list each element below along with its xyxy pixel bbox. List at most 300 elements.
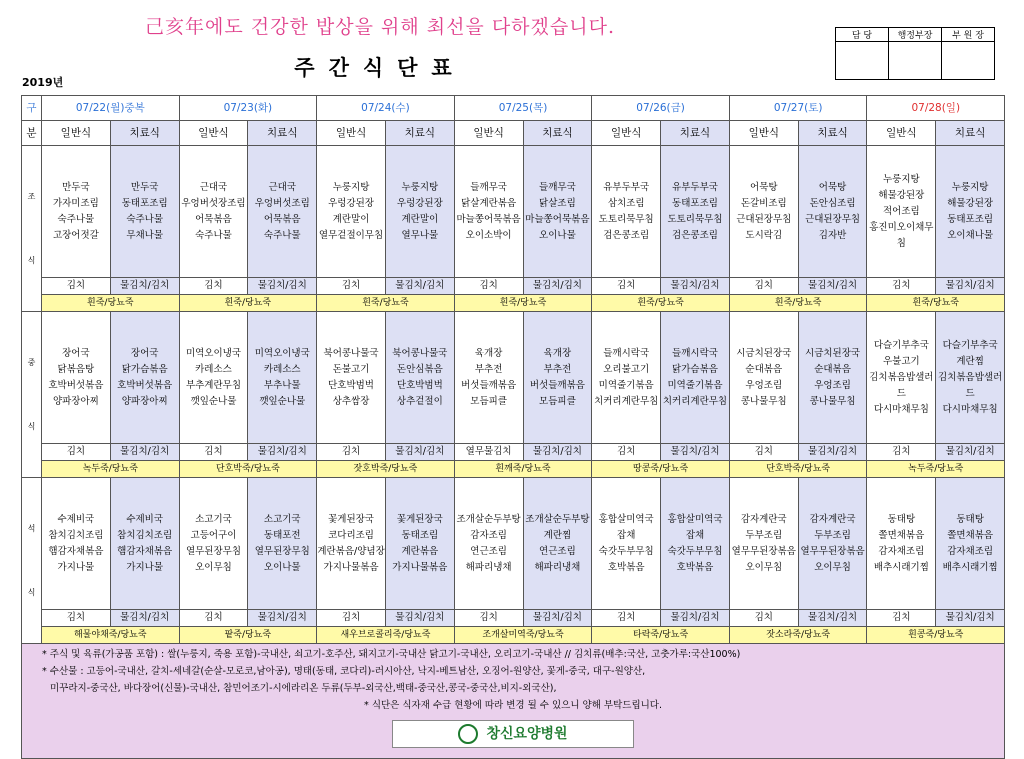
menu-item: 콩나물무침 <box>809 395 856 407</box>
hospital-emblem-icon <box>458 724 478 744</box>
menu-item: 무채나물 <box>126 229 164 241</box>
breakfast-label-bottom: 식 <box>27 255 36 265</box>
kimchi-therapy: 물김치/김치 <box>248 610 317 627</box>
general-menu-cell <box>42 478 111 610</box>
kimchi-therapy: 물김치/김치 <box>936 444 1005 461</box>
therapy-menu-cell <box>110 146 179 278</box>
dinner-label <box>22 478 42 644</box>
therapy-menu-cell <box>798 478 867 610</box>
porridge-cell: 잣소라죽/당뇨죽 <box>729 627 867 644</box>
kimchi-general: 김치 <box>867 610 936 627</box>
menu-item: 부추나물 <box>263 379 301 391</box>
menu-item: 어묵탕 <box>750 181 778 193</box>
approval-header: 부 원 장 <box>942 28 995 42</box>
kimchi-general: 김치 <box>179 444 248 461</box>
row-label: 구 <box>22 96 42 121</box>
menu-item: 오이소박이 <box>465 229 512 241</box>
menu-item: 연근조림 <box>470 545 507 557</box>
menu-item: 미역줄기볶음 <box>598 379 654 391</box>
page-title: 주간식단표 <box>294 56 466 80</box>
menu-item: 순대볶음 <box>814 363 851 375</box>
menu-item: 유부두부국 <box>603 181 650 193</box>
menu-item: 오리불고기 <box>603 363 650 375</box>
menu-item: 치커리계란무침 <box>662 395 728 407</box>
menu-item: 다슬기부추국 <box>942 339 998 351</box>
general-menu-cell <box>867 146 936 278</box>
therapy-menu-cell <box>661 478 730 610</box>
menu-item: 닭가슴볶음 <box>672 363 718 375</box>
therapy-diet-header: 치료식 <box>936 121 1005 146</box>
menu-item: 호박버섯볶음 <box>48 379 104 391</box>
porridge-cell: 흰죽/당뇨죽 <box>317 295 455 312</box>
menu-item: 삼치조림 <box>607 197 645 209</box>
therapy-menu-cell <box>385 312 454 444</box>
menu-item: 해파리냉채 <box>534 561 581 573</box>
kimchi-general: 김치 <box>42 278 111 295</box>
kimchi-general: 김치 <box>317 444 386 461</box>
therapy-menu-cell <box>248 146 317 278</box>
menu-item: 가지나물 <box>126 561 164 573</box>
approval-sign-cell <box>889 42 942 80</box>
menu-item: 계란말이 <box>332 213 370 225</box>
kimchi-therapy: 물김치/김치 <box>936 278 1005 295</box>
menu-item: 배추시래기찜 <box>942 561 998 573</box>
dinner-kimchi-row <box>22 610 1005 627</box>
general-diet-header: 일반식 <box>729 121 798 146</box>
porridge-cell: 단호박죽/당뇨죽 <box>729 461 867 478</box>
therapy-menu-cell <box>110 478 179 610</box>
dinner-porridge-row <box>22 627 1005 644</box>
menu-item: 마늘쫑어묵볶음 <box>525 213 590 225</box>
menu-item: 깻잎순나물 <box>259 395 306 407</box>
therapy-menu-cell <box>248 312 317 444</box>
general-menu-cell <box>317 146 386 278</box>
menu-item: 오이무침 <box>814 561 851 573</box>
menu-item: 수제비국 <box>126 513 164 525</box>
therapy-menu-cell <box>523 478 592 610</box>
porridge-cell: 새우브로콜리죽/당뇨죽 <box>317 627 455 644</box>
breakfast-label <box>22 146 42 312</box>
kimchi-general: 김치 <box>867 444 936 461</box>
kimchi-therapy: 물김치/김치 <box>110 444 179 461</box>
menu-item: 쫄면채볶음 <box>947 529 994 541</box>
kimchi-general: 김치 <box>179 610 248 627</box>
day-date: 07/28(일) <box>867 96 1005 121</box>
porridge-cell: 땅콩죽/당뇨죽 <box>592 461 730 478</box>
menu-item: 돈안심볶음 <box>396 363 443 375</box>
menu-item: 꽃게된장국 <box>328 513 374 525</box>
menu-item: 유부두부국 <box>672 181 718 193</box>
menu-item: 동태탕 <box>956 513 984 525</box>
hospital-name: 창신요양병원 <box>486 725 568 742</box>
general-menu-cell <box>729 478 798 610</box>
menu-item: 치커리계란무침 <box>594 395 659 407</box>
menu-item: 들깨무국 <box>470 181 507 193</box>
therapy-menu-cell <box>523 146 592 278</box>
menu-item: 만두국 <box>62 181 90 193</box>
menu-item: 들깨무국 <box>539 181 576 193</box>
menu-item: 미역줄기볶음 <box>667 379 723 391</box>
general-menu-cell <box>179 478 248 610</box>
menu-item: 북어콩나물국 <box>323 347 379 359</box>
general-menu-cell <box>729 312 798 444</box>
menu-item: 닭살계란볶음 <box>461 197 517 209</box>
menu-item: 부추전 <box>543 363 572 375</box>
menu-item: 다시마채무침 <box>942 403 998 415</box>
porridge-cell: 흰죽/당뇨죽 <box>454 295 592 312</box>
menu-item: 햄감자채볶음 <box>48 545 104 557</box>
menu-item: 홍합살미역국 <box>598 513 654 525</box>
porridge-cell: 해물야채죽/당뇨죽 <box>42 627 180 644</box>
therapy-menu-cell <box>798 312 867 444</box>
kimchi-therapy: 물김치/김치 <box>661 278 730 295</box>
menu-item: 동태조림 <box>401 529 439 541</box>
menu-item: 가지나물 <box>57 561 95 573</box>
menu-item: 꽃게된장국 <box>396 513 443 525</box>
menu-item: 돈갈비조림 <box>740 197 787 209</box>
menu-item: 숙주나물 <box>195 229 232 241</box>
menu-item: 육개장 <box>474 347 503 359</box>
kimchi-therapy: 물김치/김치 <box>110 278 179 295</box>
menu-item: 감자계란국 <box>740 513 787 525</box>
menu-item: 호박버섯볶음 <box>117 379 173 391</box>
kimchi-therapy: 물김치/김치 <box>936 610 1005 627</box>
porridge-cell: 단호박죽/당뇨죽 <box>179 461 317 478</box>
therapy-menu-cell <box>661 312 730 444</box>
porridge-cell: 녹두죽/당뇨죽 <box>42 461 180 478</box>
menu-item: 수제비국 <box>57 513 95 525</box>
lunch-label <box>22 312 42 478</box>
menu-item: 모듬피클 <box>539 395 576 407</box>
porridge-cell: 흰깨죽/당뇨죽 <box>454 461 592 478</box>
approval-header: 담 당 <box>836 28 889 42</box>
general-menu-cell <box>729 146 798 278</box>
porridge-cell: 흰죽/당뇨죽 <box>592 295 730 312</box>
menu-item: 해물강된장 <box>878 189 925 201</box>
approval-header: 행정부장 <box>889 28 942 42</box>
porridge-cell: 흰죽/당뇨죽 <box>42 295 180 312</box>
menu-item: 열무겉절이무침 <box>318 229 384 241</box>
menu-item: 김치볶음밥샐러드 <box>869 371 934 399</box>
menu-item: 양파장아찌 <box>52 395 99 407</box>
porridge-cell: 녹두죽/당뇨죽 <box>867 461 1005 478</box>
therapy-menu-cell <box>248 478 317 610</box>
menu-item: 근대국 <box>268 181 297 193</box>
menu-item: 카레소스 <box>263 363 301 375</box>
menu-item: 우불고기 <box>883 355 920 367</box>
therapy-diet-header: 치료식 <box>798 121 867 146</box>
menu-item: 조개살순두부탕 <box>456 513 521 525</box>
general-diet-header: 일반식 <box>42 121 111 146</box>
porridge-cell: 타락죽/당뇨죽 <box>592 627 730 644</box>
menu-item: 동태포전 <box>263 529 301 541</box>
menu-item: 부추계란무침 <box>185 379 241 391</box>
menu-item: 오이무침 <box>745 561 783 573</box>
menu-item: 고장어젓갈 <box>52 229 99 241</box>
menu-item: 고등어구이 <box>190 529 237 541</box>
general-menu-cell <box>592 478 661 610</box>
menu-item: 누룽지탕 <box>951 181 989 193</box>
general-menu-cell <box>179 312 248 444</box>
menu-item: 콩나물무침 <box>740 395 787 407</box>
porridge-cell: 잣호박죽/당뇨죽 <box>317 461 455 478</box>
menu-item: 숙주나물 <box>126 213 164 225</box>
menu-item: 오이채나물 <box>947 229 994 241</box>
footer-row <box>22 644 1005 759</box>
menu-item: 상추쌈장 <box>332 395 370 407</box>
menu-item: 감자채조림 <box>878 545 925 557</box>
menu-item: 돈불고기 <box>332 363 370 375</box>
menu-item: 마늘쫑어묵볶음 <box>456 213 521 225</box>
menu-item: 호박볶음 <box>607 561 645 573</box>
lunch-kimchi-row <box>22 444 1005 461</box>
day-date: 07/23(화) <box>179 96 317 121</box>
menu-item: 숙갓두부무침 <box>667 545 723 557</box>
breakfast-porridge-row <box>22 295 1005 312</box>
menu-item: 어묵볶음 <box>263 213 301 225</box>
kimchi-therapy: 물김치/김치 <box>661 610 730 627</box>
menu-item: 김치볶음밥샐러드 <box>938 371 1003 399</box>
menu-item: 해물강된장 <box>947 197 994 209</box>
menu-item: 홍합살미역국 <box>667 513 723 525</box>
menu-item: 조개살순두부탕 <box>525 513 590 525</box>
menu-item: 감자채조림 <box>947 545 994 557</box>
menu-item: 홍진미오이채무침 <box>869 221 934 249</box>
menu-item: 두부조림 <box>745 529 783 541</box>
kimchi-general: 김치 <box>454 610 523 627</box>
kimchi-therapy: 물김치/김치 <box>661 444 730 461</box>
approval-sign-cell <box>836 42 889 80</box>
origin-note-line: * 수산물 : 고등어-국내산, 갈치-세네갈(순살-모로코,남아공), 명태(동태, 코다리)-러시아산, 낙지-베트남산, 오징어-원양산, 꽃게-중국, 대구-원양산, <box>42 666 646 677</box>
general-menu-cell <box>317 312 386 444</box>
menu-item: 어묵볶음 <box>195 213 232 225</box>
menu-item: 동태포조림 <box>121 197 168 209</box>
menu-item: 오이나물 <box>263 561 301 573</box>
origin-notes <box>22 644 1005 759</box>
menu-item: 참치김치조림 <box>117 529 173 541</box>
menu-item: 코다리조림 <box>328 529 374 541</box>
menu-item: 도시락김 <box>745 229 783 241</box>
approval-sign-cell <box>942 42 995 80</box>
day-date: 07/24(수) <box>317 96 455 121</box>
menu-item: 도토리묵무침 <box>598 213 654 225</box>
general-diet-header: 일반식 <box>179 121 248 146</box>
general-menu-cell <box>42 146 111 278</box>
menu-item: 소고기국 <box>263 513 301 525</box>
menu-item: 다슬기부추국 <box>873 339 929 351</box>
menu-item: 열무나물 <box>401 229 439 241</box>
menu-item: 카레소스 <box>195 363 232 375</box>
therapy-diet-header: 치료식 <box>661 121 730 146</box>
row-label: 분 <box>22 121 42 146</box>
therapy-menu-cell <box>936 312 1005 444</box>
menu-item: 닭가슴볶음 <box>121 363 168 375</box>
approval-box <box>835 27 995 80</box>
menu-item: 장어국 <box>62 347 90 359</box>
kimchi-general: 김치 <box>867 278 936 295</box>
kimchi-general: 김치 <box>729 444 798 461</box>
slogan-banner: 己亥年에도 건강한 밥상을 위해 최선을 다하겠습니다. <box>145 16 615 38</box>
menu-item: 우엉버섯장조림 <box>181 197 246 209</box>
kimchi-therapy: 물김치/김치 <box>248 444 317 461</box>
menu-item: 호박볶음 <box>676 561 714 573</box>
general-menu-cell <box>867 312 936 444</box>
porridge-cell: 조개살미역죽/당뇨죽 <box>454 627 592 644</box>
menu-item: 계란찜 <box>543 529 572 541</box>
menu-item: 우엉조림 <box>745 379 783 391</box>
general-menu-cell <box>42 312 111 444</box>
kimchi-general: 김치 <box>317 278 386 295</box>
menu-item: 계란말이 <box>401 213 439 225</box>
menu-item: 북어콩나물국 <box>392 347 448 359</box>
menu-item: 단호박범벅 <box>328 379 374 391</box>
porridge-cell: 흰죽/당뇨죽 <box>179 295 317 312</box>
general-diet-header: 일반식 <box>867 121 936 146</box>
menu-item: 깻잎순나물 <box>190 395 237 407</box>
menu-item: 우엉버섯조림 <box>254 197 310 209</box>
therapy-menu-cell <box>110 312 179 444</box>
menu-item: 김자반 <box>818 229 847 241</box>
general-menu-cell <box>454 478 523 610</box>
dinner-menu-row <box>22 478 1005 610</box>
therapy-menu-cell <box>385 146 454 278</box>
day-date: 07/27(토) <box>729 96 867 121</box>
hospital-logo <box>392 720 634 748</box>
menu-item: 동태포조림 <box>672 197 718 209</box>
menu-item: 잡채 <box>617 529 636 541</box>
menu-item: 잡채 <box>685 529 705 541</box>
menu-item: 소고기국 <box>195 513 232 525</box>
kimchi-therapy: 물김치/김치 <box>248 278 317 295</box>
kimchi-therapy: 물김치/김치 <box>523 278 592 295</box>
menu-item: 숙주나물 <box>263 229 301 241</box>
menu-item: 적어조림 <box>883 205 920 217</box>
general-menu-cell <box>317 478 386 610</box>
menu-item: 오이무침 <box>195 561 232 573</box>
menu-item: 감자계란국 <box>809 513 856 525</box>
lunch-porridge-row <box>22 461 1005 478</box>
general-menu-cell <box>592 146 661 278</box>
therapy-menu-cell <box>936 478 1005 610</box>
menu-item: 연근조림 <box>539 545 576 557</box>
menu-item: 숙갓두부무침 <box>598 545 654 557</box>
kimchi-general: 김치 <box>42 610 111 627</box>
menu-item: 돈안심조림 <box>809 197 856 209</box>
kimchi-therapy: 물김치/김치 <box>385 444 454 461</box>
therapy-menu-cell <box>385 478 454 610</box>
dinner-label-bottom: 식 <box>27 587 36 597</box>
menu-item: 오이나물 <box>539 229 576 241</box>
kimchi-general: 열무물김치 <box>454 444 523 461</box>
menu-item: 닭살조림 <box>539 197 576 209</box>
kimchi-general: 김치 <box>592 444 661 461</box>
menu-item: 우엉조림 <box>814 379 851 391</box>
menu-item: 육개장 <box>543 347 572 359</box>
day-date: 07/26(금) <box>592 96 730 121</box>
menu-item: 시금치된장국 <box>805 347 861 359</box>
menu-item: 상추겉절이 <box>396 395 443 407</box>
kimchi-therapy: 물김치/김치 <box>798 444 867 461</box>
kimchi-general: 김치 <box>454 278 523 295</box>
menu-item: 버섯들깨볶음 <box>461 379 517 391</box>
menu-item: 햄감자채볶음 <box>117 545 173 557</box>
menu-item: 가지나물볶음 <box>323 561 379 573</box>
lunch-label-top: 중 <box>27 357 36 367</box>
menu-item: 검은콩조림 <box>603 229 650 241</box>
general-diet-header: 일반식 <box>592 121 661 146</box>
kimchi-general: 김치 <box>592 610 661 627</box>
kimchi-therapy: 물김치/김치 <box>110 610 179 627</box>
menu-item: 쫄면채볶음 <box>878 529 925 541</box>
menu-item: 어묵탕 <box>818 181 847 193</box>
menu-item: 들깨시락국 <box>603 347 650 359</box>
origin-note-line: * 주식 및 육류(가공품 포함) : 쌀(누룽지, 죽용 포함)-국내산, 쇠고기-호주산, 돼지고기-국내산 닭고기-국내산, 오리고기-국내산 // 김치류(배추:국산, 고춧가루:국산100%) <box>42 649 741 660</box>
breakfast-kimchi-row <box>22 278 1005 295</box>
menu-item: 가자미조림 <box>52 197 99 209</box>
menu-item: 미역오이냉국 <box>185 347 241 359</box>
kimchi-therapy: 물김치/김치 <box>798 610 867 627</box>
menu-item: 근대된장무침 <box>736 213 792 225</box>
general-menu-cell <box>179 146 248 278</box>
therapy-menu-cell <box>661 146 730 278</box>
menu-item: 열무된장무침 <box>254 545 310 557</box>
menu-item: 계란볶음 <box>401 545 439 557</box>
general-diet-header: 일반식 <box>317 121 386 146</box>
menu-item: 해파리냉채 <box>465 561 512 573</box>
menu-item: 열무된장무침 <box>185 545 241 557</box>
breakfast-label-top: 조 <box>27 191 36 201</box>
therapy-diet-header: 치료식 <box>248 121 317 146</box>
kimchi-therapy: 물김치/김치 <box>385 278 454 295</box>
general-menu-cell <box>867 478 936 610</box>
menu-item: 닭볶음탕 <box>57 363 95 375</box>
kimchi-therapy: 물김치/김치 <box>523 444 592 461</box>
menu-item: 양파장아찌 <box>121 395 168 407</box>
porridge-cell: 흰죽/당뇨죽 <box>867 295 1005 312</box>
menu-item: 시금치된장국 <box>736 347 792 359</box>
kimchi-therapy: 물김치/김치 <box>385 610 454 627</box>
menu-item: 근대국 <box>199 181 228 193</box>
therapy-diet-header: 치료식 <box>110 121 179 146</box>
origin-note-line: * 식단은 식자재 수급 현황에 따라 변경 될 수 있으니 양해 부탁드립니다. <box>364 700 662 711</box>
menu-item: 누룽지탕 <box>883 173 920 185</box>
kimchi-therapy: 물김치/김치 <box>523 610 592 627</box>
menu-item: 계란찜 <box>956 355 984 367</box>
lunch-label-bottom: 식 <box>27 421 36 431</box>
general-menu-cell <box>454 312 523 444</box>
dinner-label-top: 석 <box>27 523 36 533</box>
menu-table <box>21 95 1005 759</box>
meal-type-header-row <box>22 121 1005 146</box>
menu-item: 우렁강된장 <box>396 197 443 209</box>
menu-item: 계란볶음/양념장 <box>317 545 385 557</box>
menu-item: 배추시래기찜 <box>873 561 929 573</box>
therapy-menu-cell <box>936 146 1005 278</box>
date-header-row <box>22 96 1005 121</box>
menu-item: 두부조림 <box>814 529 851 541</box>
porridge-cell: 팥죽/당뇨죽 <box>179 627 317 644</box>
kimchi-therapy: 물김치/김치 <box>798 278 867 295</box>
menu-item: 순대볶음 <box>745 363 783 375</box>
breakfast-menu-row <box>22 146 1005 278</box>
origin-note-line: 미꾸라지-중국산, 바다장어(신물)-국내산, 참민어조기-시에라리온 두류(두부-외국산,백태-중국산,콩국-중국산,비지-외국산), <box>50 683 557 694</box>
porridge-cell: 흰콩죽/당뇨죽 <box>867 627 1005 644</box>
menu-item: 누룽지탕 <box>401 181 439 193</box>
menu-item: 모듬피클 <box>470 395 507 407</box>
kimchi-general: 김치 <box>729 278 798 295</box>
therapy-diet-header: 치료식 <box>523 121 592 146</box>
menu-item: 동태탕 <box>887 513 916 525</box>
